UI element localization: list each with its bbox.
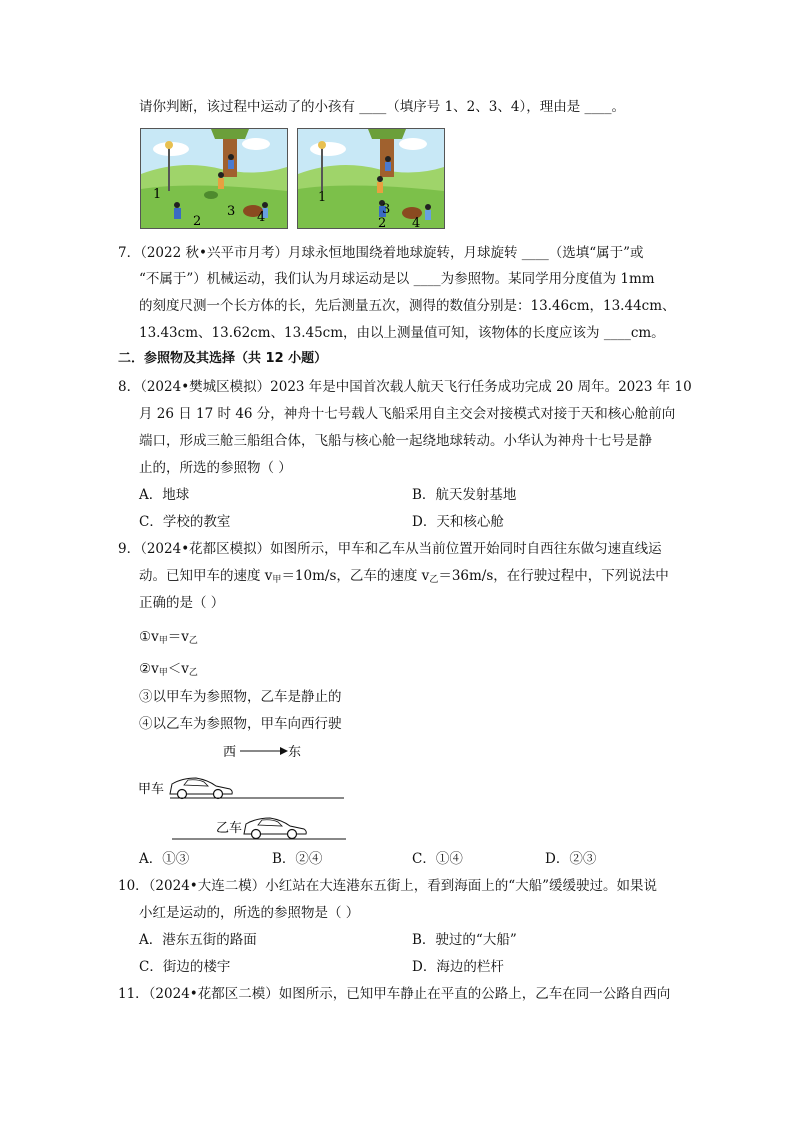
pic-left-number-2: 2 bbox=[193, 214, 202, 228]
q9-line-3: 正确的是（ ） bbox=[139, 595, 225, 611]
q9-option-d[interactable]: D．②③ bbox=[545, 851, 597, 867]
q9-statement-4: ④以乙车为参照物，甲车向西行驶 bbox=[139, 716, 342, 732]
scene-picture-right bbox=[297, 128, 445, 229]
direction-east-label: 东 bbox=[288, 745, 302, 760]
q9-option-b[interactable]: B．②④ bbox=[272, 851, 323, 867]
q9-statement-3: ③以甲车为参照物，乙车是静止的 bbox=[139, 689, 342, 705]
car-jia-label: 甲车 bbox=[138, 782, 165, 797]
q8-option-b[interactable]: B．航天发射基地 bbox=[412, 487, 517, 503]
q10-option-a[interactable]: A．港东五街的路面 bbox=[139, 932, 257, 948]
q10-option-c[interactable]: C．街边的楼宇 bbox=[139, 959, 231, 975]
q10-option-b[interactable]: B．驶过的“大船” bbox=[412, 932, 517, 948]
q10-line-1: 10．（2024•大连二模）小红站在大连港东五街上，看到海面上的“大船”缓缓驶过。如果说 bbox=[118, 878, 658, 894]
pic-right-number-4: 4 bbox=[412, 216, 421, 228]
car-yi-label: 乙车 bbox=[216, 821, 243, 836]
q8-option-a[interactable]: A．地球 bbox=[139, 487, 190, 503]
q8-option-c[interactable]: C．学校的教室 bbox=[139, 514, 231, 530]
q7-line-3: 的刻度尺测一个长方体的长，先后测量五次，测得的数值分别是：13.46cm，13.44cm、 bbox=[139, 298, 676, 314]
q7-line-4: 13.43cm、13.62cm、13.45cm，由以上测量值可知，该物体的长度应该为 ____cm。 bbox=[139, 325, 665, 341]
q10-line-2: 小红是运动的，所选的参照物是（ ） bbox=[139, 905, 360, 921]
q9-option-a[interactable]: A．①③ bbox=[139, 851, 190, 867]
section-heading: 二．参照物及其选择（共 12 小题） bbox=[118, 351, 328, 366]
q8-line-4: 止的，所选的参照物（ ） bbox=[139, 460, 292, 476]
q6-text: 请你判断，该过程中运动了的小孩有 ____（填序号 1、2、3、4），理由是 ____。 bbox=[139, 99, 625, 115]
q10-option-d[interactable]: D．海边的栏杆 bbox=[412, 959, 504, 975]
q8-line-2: 月 26 日 17 时 46 分，神舟十七号载人飞船采用自主交会对接模式对接于天和核心舱前向 bbox=[139, 406, 676, 422]
car-jia-icon bbox=[170, 778, 232, 799]
q9-statement-1: $①v_甲=v_乙$ bbox=[139, 629, 198, 646]
q9-line-2: 动。已知甲车的速度 $v_甲=10m/s$，乙车的速度 $v_乙=36m/s$，在行驶过程中，下列说法中 bbox=[139, 568, 669, 585]
pic-right-number-1: 1 bbox=[318, 190, 327, 205]
direction-west-label: 西 bbox=[223, 745, 237, 760]
q7-line-1: 7．（2022 秋•兴平市月考）月球永恒地围绕着地球旋转，月球旋转 ____（选填“属于”或 bbox=[118, 245, 644, 261]
q9-line-1: 9．（2024•花都区模拟）如图所示，甲车和乙车从当前位置开始同时自西往东做匀速直线运 bbox=[118, 541, 662, 557]
pic-left-number-4: 4 bbox=[257, 210, 266, 225]
pic-right-number-2: 2 bbox=[378, 216, 387, 228]
scene-picture-left bbox=[140, 128, 288, 229]
pic-left-number-3: 3 bbox=[227, 204, 236, 219]
q8-line-3: 端口，形成三舱三船组合体，飞船与核心舱一起绕地球转动。小华认为神舟十七号是静 bbox=[139, 433, 652, 449]
q9-option-c[interactable]: C．①④ bbox=[412, 851, 463, 867]
q9-statement-2: $②v_甲<v_乙$ bbox=[139, 661, 198, 678]
pic-right-number-3: 3 bbox=[382, 202, 391, 217]
pic-left-number-1: 1 bbox=[153, 187, 162, 202]
q8-line-1: 8．（2024•樊城区模拟）2023 年是中国首次载人航天飞行任务成功完成 20 周年。2023 年 10 bbox=[118, 379, 692, 395]
q11-line-1: 11．（2024•花都区二模）如图所示，已知甲车静止在平直的公路上，乙车在同一公路自西向 bbox=[118, 986, 671, 1002]
car-yi-icon bbox=[244, 818, 306, 839]
q8-option-d[interactable]: D．天和核心舱 bbox=[412, 514, 504, 530]
car-diagram bbox=[138, 736, 358, 846]
q7-line-2: “不属于”）机械运动，我们认为月球运动是以 ____为参照物。某同学用分度值为 1mm bbox=[139, 271, 655, 287]
